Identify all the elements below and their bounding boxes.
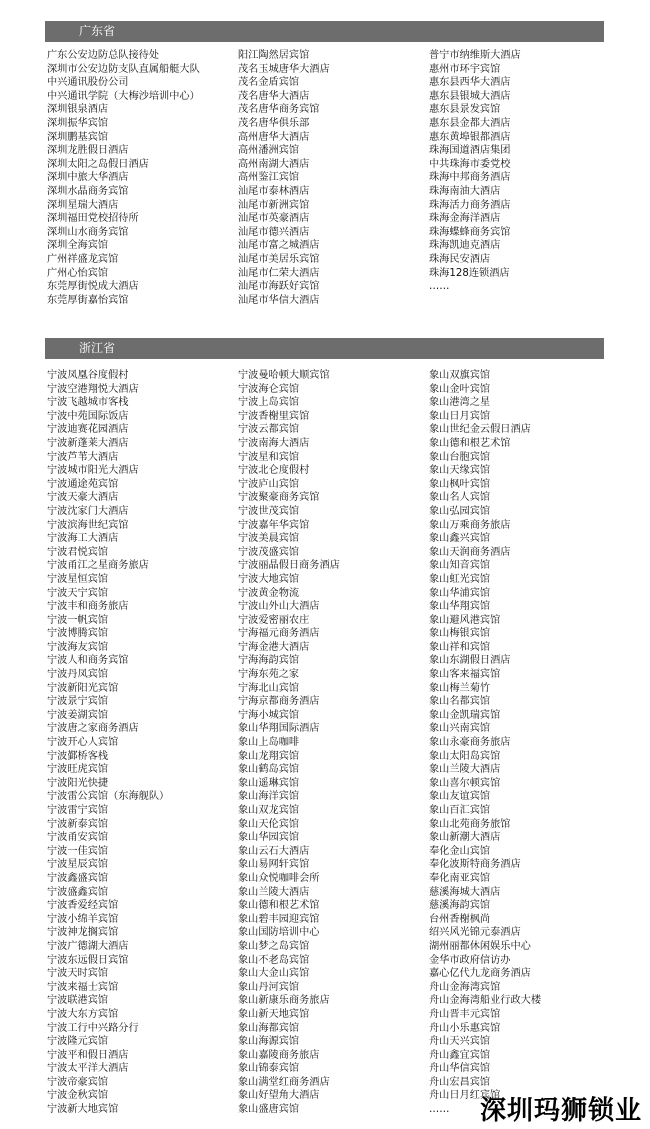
hotel-list-item: 象山好望角大酒店	[238, 1090, 320, 1102]
hotel-list-item: 宁波茂盛宾馆	[238, 546, 300, 558]
hotel-list-item: 宁波新阳光宾馆	[47, 682, 119, 694]
hotel-list-item: 宁波沈家门大酒店	[47, 505, 129, 517]
hotel-list-item: 象山双龙宾馆	[238, 805, 300, 816]
hotel-list-item: 象山东湖假日酒店	[429, 655, 511, 667]
hotel-list-item: 宁波飞越城市客栈	[47, 397, 129, 409]
hotel-list-item: 茂名唐华商务宾馆	[238, 104, 320, 116]
hotel-list-item: 宁波上岛宾馆	[238, 397, 300, 409]
hotel-list-item: 深圳山水商务宾馆	[47, 226, 129, 238]
hotel-list-item: 宁波中苑国际饭店	[47, 410, 129, 422]
hotel-list-column	[429, 369, 619, 1117]
hotel-list-item: 宁波天宁宾馆	[47, 587, 109, 599]
hotel-list-item: 深圳振华宾馆	[47, 117, 109, 129]
hotel-list-item: 舟山金海湾宾馆	[429, 981, 501, 993]
hotel-list-item: 深圳福田党校招待所	[47, 213, 139, 225]
hotel-list-column	[47, 369, 237, 1117]
hotel-list-item: 象山华翔宾馆	[429, 601, 491, 613]
hotel-list-item: 宁波海仑宾馆	[238, 383, 300, 395]
hotel-list-item: 宁波甬安宾馆	[47, 832, 109, 844]
hotel-list-item: 象山避风港宾馆	[429, 614, 501, 626]
hotel-list-item: 宁波君悦宾馆	[47, 546, 109, 558]
section-title: 浙江省	[79, 341, 116, 355]
hotel-list-item: 象山枫叶宾馆	[429, 478, 491, 490]
hotel-list-item: 宁波隆元宾馆	[47, 1036, 109, 1048]
hotel-list-item: 高州潘洲宾馆	[238, 145, 300, 157]
hotel-list-item: 象山祥和宾馆	[429, 641, 491, 653]
hotel-list-item: 深圳水晶商务宾馆	[47, 185, 129, 197]
hotel-list-item: 象山名人宾馆	[429, 492, 491, 504]
hotel-list-item: 舟山小乐惠宾馆	[429, 1022, 501, 1034]
hotel-list-item: 象山港湾之星	[429, 397, 491, 409]
hotel-list-item: 慈溪海城大酒店	[429, 886, 501, 898]
hotel-list-item: 宁波曼哈顿大顺宾馆	[238, 370, 330, 381]
hotel-list-item: 象山国防培训中心	[238, 927, 320, 939]
hotel-list-item: 深圳市公安边防支队直属船艇大队	[47, 63, 200, 75]
hotel-list-item: 宁波星恒宾馆	[47, 573, 109, 585]
hotel-list-item: 汕尾市英豪酒店	[238, 213, 310, 225]
hotel-list-item: 汕尾市德兴酒店	[238, 226, 310, 238]
hotel-list-item: 宁波南海大酒店	[238, 437, 310, 449]
hotel-list-item: 宁波天豪大酒店	[47, 492, 119, 504]
hotel-list-item: 广东公安边防总队接待处	[47, 50, 160, 61]
hotel-list-item: 奉化金山宾馆	[429, 845, 491, 857]
hotel-list-item: 象山鹤岛宾馆	[238, 764, 300, 776]
hotel-list-item: 普宁市纳维斯大酒店	[429, 50, 521, 61]
section-header-guangdong	[45, 21, 604, 42]
hotel-list-item: 惠东县金都大酒店	[429, 117, 511, 129]
hotel-list-item: 象山满堂红商务酒店	[238, 1076, 330, 1088]
hotel-list-item: 象山天伦宾馆	[238, 818, 300, 830]
hotel-list-item: 舟山宏昌宾馆	[429, 1076, 491, 1088]
hotel-list-item: 宁波一佳宾馆	[47, 845, 109, 857]
hotel-list-item: 象山云石大酒店	[238, 845, 310, 857]
hotel-list-item: 宁波城市阳光大酒店	[47, 465, 139, 477]
hotel-list-item: 宁波开心人宾馆	[47, 737, 119, 749]
hotel-list-item: 宁波嘉年华宾馆	[238, 519, 310, 531]
hotel-list-item: 宁波唐之家商务酒店	[47, 723, 139, 735]
hotel-list-item: 象山盛唐宾馆	[238, 1104, 300, 1116]
hotel-list-item: 宁波鑫盛宾馆	[47, 872, 109, 884]
hotel-list-item: 宁海东苑之家	[238, 669, 300, 681]
hotel-list-item: 宁波东远假日宾馆	[47, 954, 129, 966]
hotel-list-item: 深圳龙胜假日酒店	[47, 145, 129, 157]
hotel-list-item: 宁海金港大酒店	[238, 641, 310, 653]
hotel-list-item: 阳江陶然居宾馆	[238, 50, 310, 61]
hotel-list-item: 象山喜尔顿宾馆	[429, 777, 501, 789]
hotel-list-item: 汕尾市富之城酒店	[238, 240, 320, 252]
hotel-list-item: 湖州丽都休闲娱乐中心	[429, 940, 531, 952]
hotel-list-item: 宁波金秋宾馆	[47, 1090, 109, 1102]
hotel-list-item: 宁波帝豪宾馆	[47, 1076, 109, 1088]
hotel-list-item: 宁波凤凰谷度假村	[47, 370, 129, 381]
hotel-list-item: 惠东县景发宾馆	[429, 104, 501, 116]
hotel-list-item: 宁波联港宾馆	[47, 995, 109, 1007]
hotel-list-item: 舟山天兴宾馆	[429, 1036, 491, 1048]
hotel-list-item: 中兴通讯学院（大梅沙培训中心）	[47, 90, 200, 102]
hotel-list-item: 象山不老岛宾馆	[238, 954, 310, 966]
hotel-list-item: 台州香榭枫尚	[429, 913, 491, 925]
hotel-list-item: 宁海海韵宾馆	[238, 655, 300, 667]
hotel-list-item: 宁波大地宾馆	[238, 573, 300, 585]
hotel-list-item: 珠海活力商务酒店	[429, 199, 511, 211]
hotel-list-item: 宁波迪赛花园酒店	[47, 424, 129, 436]
hotel-list-item: 宁波爱密丽农庄	[238, 614, 310, 626]
hotel-list-item: 舟山日月红宾馆	[429, 1090, 501, 1102]
hotel-list-item: 珠海蝶蜂商务宾馆	[429, 226, 511, 238]
hotel-list-item: 宁波一帆宾馆	[47, 614, 109, 626]
hotel-list-item: 象山知音宾馆	[429, 560, 491, 572]
hotel-list-item: 汕尾市美居乐宾馆	[238, 253, 320, 265]
hotel-list-item: 象山梦之岛宾馆	[238, 940, 310, 952]
hotel-list-item: 深圳鹏基宾馆	[47, 131, 109, 143]
hotel-list-item: 象山新天地宾馆	[238, 1008, 310, 1020]
hotel-list-item: 深圳中旅大华酒店	[47, 172, 129, 184]
hotel-list-item: 汕尾市新洲宾馆	[238, 199, 310, 211]
hotel-list-item: 东莞厚街悦成大酒店	[47, 281, 139, 293]
hotel-list-item: 广州心怡宾馆	[47, 267, 109, 279]
hotel-list-item: 宁波平和假日酒店	[47, 1049, 129, 1061]
hotel-list-item: 珠海凯迪克酒店	[429, 240, 501, 252]
hotel-list-item: 宁波香爱经宾馆	[47, 900, 119, 912]
hotel-list-item: 象山华园宾馆	[238, 832, 300, 844]
section-title: 广东省	[79, 24, 116, 38]
hotel-list-item: 深圳全海宾馆	[47, 240, 109, 252]
hotel-list-item: 宁波庐山宾馆	[238, 478, 300, 490]
hotel-list-item: 象山太阳岛宾馆	[429, 750, 501, 762]
hotel-list-item: 汕尾市仁荣大酒店	[238, 267, 320, 279]
hotel-list-item: 象山兴南宾馆	[429, 723, 491, 735]
hotel-list-item: 深圳太阳之岛假日酒店	[47, 158, 149, 170]
hotel-list-item: 珠海民安酒店	[429, 253, 491, 265]
hotel-list-item: 广州祥盛龙宾馆	[47, 253, 119, 265]
hotel-list-item: 宁波香榭里宾馆	[238, 410, 310, 422]
hotel-list-item: 象山双旗宾馆	[429, 370, 491, 381]
hotel-list-item: 奉化南亚宾馆	[429, 872, 491, 884]
hotel-list-item: 珠海128连锁酒店	[429, 267, 510, 279]
hotel-list-column	[238, 49, 428, 307]
hotel-list-item: 象山世纪金云假日酒店	[429, 424, 531, 436]
hotel-list-item: 深圳星瑞大酒店	[47, 199, 119, 211]
hotel-list-item: 象山兰陵大酒店	[429, 764, 501, 776]
hotel-list-item: 宁波云都宾馆	[238, 424, 300, 436]
hotel-list-item: 中共珠海市委党校	[429, 158, 511, 170]
hotel-list-item: 宁波海工大酒店	[47, 533, 119, 545]
hotel-list-item: 宁波盛鑫宾馆	[47, 886, 109, 898]
hotel-list-item: 宁波丹凤宾馆	[47, 669, 109, 681]
hotel-list-column	[429, 49, 619, 294]
hotel-list-item: 象山海都宾馆	[238, 1022, 300, 1034]
hotel-list-item: 宁波雷宁宾馆	[47, 805, 109, 816]
hotel-list-item: 象山大金山宾馆	[238, 968, 310, 980]
hotel-list-item: 象山鑫兴宾馆	[429, 533, 491, 545]
hotel-list-item: 舟山鑫宜宾馆	[429, 1049, 491, 1061]
hotel-list-item: 宁波星和宾馆	[238, 451, 300, 463]
hotel-list-item: 象山遥琳宾馆	[238, 777, 300, 789]
hotel-list-item: 宁波美晨宾馆	[238, 533, 300, 545]
hotel-list-item: 象山丹河宾馆	[238, 981, 300, 993]
watermark-text: 深圳玛狮锁业	[479, 1096, 642, 1126]
hotel-list-item: 象山锦泰宾馆	[238, 1063, 300, 1075]
hotel-list-item: 珠海金海洋酒店	[429, 213, 501, 225]
hotel-list-column	[47, 49, 237, 307]
hotel-list-item: 宁波雷公宾馆（东海舰队）	[47, 791, 170, 803]
hotel-list-item: 宁波芦苇大酒店	[47, 451, 119, 463]
hotel-list-item: 象山德和根艺术馆	[429, 437, 511, 449]
hotel-list-item: 宁海北山宾馆	[238, 682, 300, 694]
hotel-list-item: 宁波广德湖大酒店	[47, 940, 129, 952]
hotel-list-item: 高州南湖大酒店	[238, 158, 310, 170]
hotel-list-item: 奉化波斯特商务酒店	[429, 859, 521, 871]
hotel-list-item: 绍兴风光锦元泰酒店	[429, 927, 521, 939]
hotel-list-item: 宁波鄞桥客栈	[47, 750, 109, 762]
hotel-list-item: 象山天缘宾馆	[429, 465, 491, 477]
hotel-list-item: 象山龙翔宾馆	[238, 750, 300, 762]
hotel-list-item: 宁波人和商务宾馆	[47, 655, 129, 667]
hotel-list-item: 宁波黄金物流	[238, 587, 300, 599]
hotel-list-item: 宁波姜湖宾馆	[47, 709, 109, 721]
hotel-list-item: 宁波新泰宾馆	[47, 818, 109, 830]
hotel-list-item: 宁波山外山大酒店	[238, 601, 320, 613]
hotel-list-item: 宁波滨海世纪宾馆	[47, 519, 129, 531]
hotel-list-item: 惠东县银城大酒店	[429, 90, 511, 102]
hotel-list-item: 象山万乘商务旅店	[429, 519, 511, 531]
hotel-list-item: 象山名都宾馆	[429, 696, 491, 708]
hotel-list-item: 舟山华信宾馆	[429, 1063, 491, 1075]
hotel-list-item: 珠海南油大酒店	[429, 185, 501, 197]
hotel-list-item: 宁波星辰宾馆	[47, 859, 109, 871]
hotel-list-item: 象山新康乐商务旅店	[238, 995, 330, 1007]
hotel-list-item: 象山金凯瑞宾馆	[429, 709, 501, 721]
hotel-list-item: 茂名唐华俱乐部	[238, 117, 310, 129]
hotel-list-item: 象山梅兰菊竹	[429, 682, 491, 694]
hotel-list-item: ……	[429, 1104, 450, 1116]
hotel-list-item: 慈溪海韵宾馆	[429, 900, 491, 912]
hotel-list-item: 宁海小城宾馆	[238, 709, 300, 721]
hotel-list-item: 象山华浦宾馆	[429, 587, 491, 599]
hotel-list-item: 宁海福元商务酒店	[238, 628, 320, 640]
hotel-list-item: 宁波聚豪商务宾馆	[238, 492, 320, 504]
hotel-list-item: 茂名玉城唐华大酒店	[238, 63, 330, 75]
hotel-list-item: 象山天润商务酒店	[429, 546, 511, 558]
hotel-list-item: 宁波通途苑宾馆	[47, 478, 119, 490]
hotel-list-item: 象山华翔国际酒店	[238, 723, 320, 735]
hotel-list-item: 高州唐华大酒店	[238, 131, 310, 143]
hotel-list-item: 宁波丰和商务旅店	[47, 601, 129, 613]
hotel-list-item: 象山友谊宾馆	[429, 791, 491, 803]
hotel-list-item: 汕尾市华信大酒店	[238, 294, 320, 306]
hotel-list-item: 高州鉴江宾馆	[238, 172, 300, 184]
hotel-list-item: 深圳银泉酒店	[47, 104, 109, 116]
section-header-zhejiang	[45, 338, 604, 359]
hotel-list-item: 嘉心亿代九龙商务酒店	[429, 968, 531, 980]
hotel-list-item: 象山上岛咖啡	[238, 737, 300, 749]
hotel-list-item: 宁波博腾宾馆	[47, 628, 109, 640]
hotel-list-item: 宁波神龙搁宾馆	[47, 927, 119, 939]
hotel-list-item: 象山新潮大酒店	[429, 832, 501, 844]
hotel-list-item: 汕尾市海跃好宾馆	[238, 281, 320, 293]
hotel-list-item: 金华市政府信访办	[429, 954, 511, 966]
hotel-list-item: 象山众悦咖啡会所	[238, 872, 320, 884]
hotel-list-item: 象山北苑商务旅馆	[429, 818, 511, 830]
hotel-list-item: 宁波海友宾馆	[47, 641, 109, 653]
hotel-list-item: 茂名金盾宾馆	[238, 77, 300, 89]
hotel-list-item: 惠东县西华大酒店	[429, 77, 511, 89]
hotel-list-item: 象山碧丰园迎宾馆	[238, 913, 320, 925]
hotel-list-item: 象山兰陵大酒店	[238, 886, 310, 898]
hotel-list-item: 象山百汇宾馆	[429, 805, 491, 816]
hotel-list-item: 象山梅银宾馆	[429, 628, 491, 640]
hotel-list-item: 宁波旺虎宾馆	[47, 764, 109, 776]
hotel-list-item: 宁波丽晶假日商务酒店	[238, 560, 340, 572]
hotel-list-item: 东莞厚街嘉怡宾馆	[47, 294, 129, 306]
hotel-list-item: 惠州市环宇宾馆	[429, 63, 501, 75]
hotel-list-item: 象山台胞宾馆	[429, 451, 491, 463]
hotel-list-item: 宁波天时宾馆	[47, 968, 109, 980]
hotel-list-item: 象山嘉陵商务旅店	[238, 1049, 320, 1061]
hotel-list-item: 茂名唐华大酒店	[238, 90, 310, 102]
hotel-list-item: 象山虹光宾馆	[429, 573, 491, 585]
hotel-list-item: 宁波空港翔悦大酒店	[47, 383, 139, 395]
hotel-list-item: 宁波来福士宾馆	[47, 981, 119, 993]
hotel-list-item: 惠东黄埠银都酒店	[429, 131, 511, 143]
hotel-list-item: 宁波新大地宾馆	[47, 1104, 119, 1116]
hotel-list-item: 象山易网轩宾馆	[238, 859, 310, 871]
hotel-list-item: 象山客来福宾馆	[429, 669, 501, 681]
hotel-list-item: 宁波世茂宾馆	[238, 505, 300, 517]
hotel-list-item: 中兴通讯股份公司	[47, 77, 129, 89]
hotel-list-item: 象山金叶宾馆	[429, 383, 491, 395]
hotel-list-item: 珠海国道酒店集团	[429, 145, 511, 157]
hotel-list-item: 象山弘园宾馆	[429, 505, 491, 517]
hotel-list-item: 象山永豪商务旅店	[429, 737, 511, 749]
hotel-list-item: 珠海中邦商务酒店	[429, 172, 511, 184]
hotel-list-item: 舟山金海湾船业行政大楼	[429, 995, 542, 1007]
hotel-list-item: 宁波工行中兴路分行	[47, 1022, 139, 1034]
hotel-list-item: 宁波大东方宾馆	[47, 1008, 119, 1020]
hotel-list-item: 宁波小绵羊宾馆	[47, 913, 119, 925]
hotel-list-item: 象山德和根艺术馆	[238, 900, 320, 912]
hotel-list-item: 宁波新蓬莱大酒店	[47, 437, 129, 449]
hotel-list-column	[238, 369, 428, 1117]
hotel-list-item: 宁波太平洋大酒店	[47, 1063, 129, 1075]
hotel-list-item: 宁海京都商务酒店	[238, 696, 320, 708]
hotel-list-item: 象山海洋宾馆	[238, 791, 300, 803]
hotel-list-item: 舟山晋丰元宾馆	[429, 1008, 501, 1020]
hotel-list-item: 宁波北仑度假村	[238, 465, 310, 477]
hotel-list-item: 宁波阳光快捷	[47, 777, 109, 789]
hotel-list-item: ……	[429, 281, 450, 293]
hotel-list-item: 宁波景宁宾馆	[47, 696, 109, 708]
hotel-list-item: 宁波甬江之星商务旅店	[47, 560, 149, 572]
hotel-list-item: 象山海源宾馆	[238, 1036, 300, 1048]
hotel-list-item: 象山日月宾馆	[429, 410, 491, 422]
hotel-list-item: 汕尾市泰林酒店	[238, 185, 310, 197]
